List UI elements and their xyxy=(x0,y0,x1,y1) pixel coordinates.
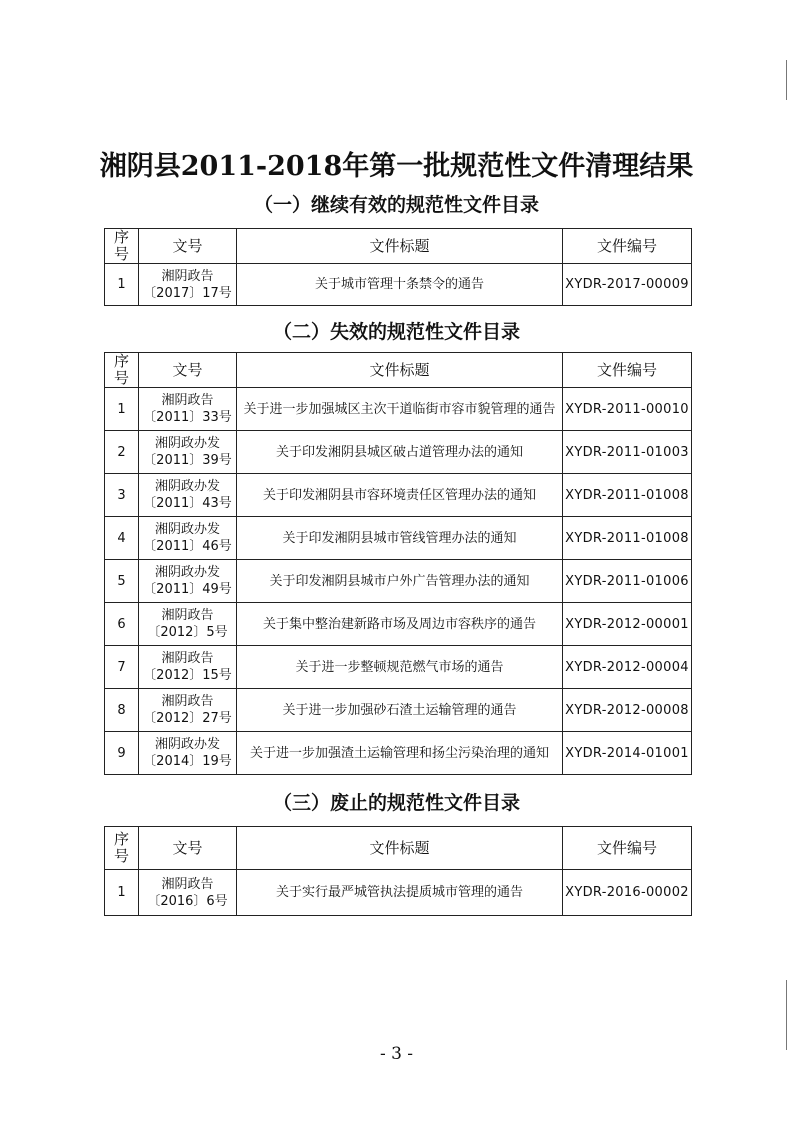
header-doc-code: 文件编号 xyxy=(563,353,692,388)
row-title: 关于印发湘阴县城区破占道管理办法的通知 xyxy=(237,431,563,474)
table-row xyxy=(105,264,692,306)
table-row xyxy=(105,870,692,916)
row-title: 关于印发湘阴县市容环境责任区管理办法的通知 xyxy=(237,474,563,517)
row-doc-no: 湘阴政告 〔2011〕33号 xyxy=(139,388,237,431)
scan-edge-mark xyxy=(786,980,787,1050)
row-doc-no: 湘阴政告 〔2017〕17号 xyxy=(139,264,237,306)
row-doc-no: 湘阴政办发 〔2011〕39号 xyxy=(139,431,237,474)
header-doc-title: 文件标题 xyxy=(237,353,563,388)
header-seq: 序号 xyxy=(105,353,139,388)
row-doc-no: 湘阴政办发 〔2011〕46号 xyxy=(139,517,237,560)
table-row xyxy=(105,560,692,603)
row-seq: 5 xyxy=(105,560,139,603)
row-seq: 3 xyxy=(105,474,139,517)
row-seq: 7 xyxy=(105,646,139,689)
row-code: XYDR-2011-01006 xyxy=(563,560,692,603)
row-doc-no: 湘阴政告 〔2012〕15号 xyxy=(139,646,237,689)
row-seq: 4 xyxy=(105,517,139,560)
expired-documents-table xyxy=(104,352,692,775)
header-doc-title: 文件标题 xyxy=(237,827,563,870)
row-code: XYDR-2016-00002 xyxy=(563,870,692,916)
section-heading-repealed: （三）废止的规范性文件目录 xyxy=(272,792,520,814)
row-code: XYDR-2011-01008 xyxy=(563,517,692,560)
table-row xyxy=(105,517,692,560)
row-doc-no: 湘阴政办发 〔2014〕19号 xyxy=(139,732,237,775)
row-doc-no: 湘阴政告 〔2012〕5号 xyxy=(139,603,237,646)
page-number: - 3 - xyxy=(379,1044,414,1064)
table-row xyxy=(105,388,692,431)
row-title: 关于印发湘阴县城市管线管理办法的通知 xyxy=(237,517,563,560)
table-row xyxy=(105,603,692,646)
row-code: XYDR-2017-00009 xyxy=(563,264,692,306)
row-code: XYDR-2011-01008 xyxy=(563,474,692,517)
row-seq: 8 xyxy=(105,689,139,732)
header-doc-no: 文号 xyxy=(139,353,237,388)
header-doc-code: 文件编号 xyxy=(563,229,692,264)
table-header-row xyxy=(105,827,692,870)
row-code: XYDR-2014-01001 xyxy=(563,732,692,775)
table-header-row xyxy=(105,229,692,264)
table-header-row xyxy=(105,353,692,388)
row-seq: 9 xyxy=(105,732,139,775)
row-title: 关于城市管理十条禁令的通告 xyxy=(237,264,563,306)
row-code: XYDR-2012-00008 xyxy=(563,689,692,732)
row-title: 关于实行最严城管执法提质城市管理的通告 xyxy=(237,870,563,916)
row-seq: 1 xyxy=(105,870,139,916)
row-doc-no: 湘阴政告 〔2016〕6号 xyxy=(139,870,237,916)
table-row xyxy=(105,646,692,689)
row-code: XYDR-2011-00010 xyxy=(563,388,692,431)
repealed-documents-table xyxy=(104,826,692,916)
row-title: 关于进一步加强城区主次干道临街市容市貌管理的通告 xyxy=(237,388,563,431)
section-heading-valid: （一）继续有效的规范性文件目录 xyxy=(253,194,539,216)
row-seq: 2 xyxy=(105,431,139,474)
header-doc-no: 文号 xyxy=(139,229,237,264)
row-title: 关于印发湘阴县城市户外广告管理办法的通知 xyxy=(237,560,563,603)
row-doc-no: 湘阴政办发 〔2011〕49号 xyxy=(139,560,237,603)
header-doc-title: 文件标题 xyxy=(237,229,563,264)
valid-documents-table xyxy=(104,228,692,306)
row-code: XYDR-2012-00001 xyxy=(563,603,692,646)
table-row xyxy=(105,732,692,775)
row-title: 关于进一步整顿规范燃气市场的通告 xyxy=(237,646,563,689)
row-doc-no: 湘阴政办发 〔2011〕43号 xyxy=(139,474,237,517)
table-row xyxy=(105,431,692,474)
header-doc-no: 文号 xyxy=(139,827,237,870)
table-row xyxy=(105,474,692,517)
document-title: 湘阴县2011-2018年第一批规范性文件清理结果 xyxy=(99,151,694,182)
header-seq: 序号 xyxy=(105,229,139,264)
row-title: 关于进一步加强渣土运输管理和扬尘污染治理的通知 xyxy=(237,732,563,775)
row-seq: 6 xyxy=(105,603,139,646)
row-title: 关于集中整治建新路市场及周边市容秩序的通告 xyxy=(237,603,563,646)
row-title: 关于进一步加强砂石渣土运输管理的通告 xyxy=(237,689,563,732)
scan-edge-mark xyxy=(786,60,787,100)
header-seq: 序号 xyxy=(105,827,139,870)
header-doc-code: 文件编号 xyxy=(563,827,692,870)
table-row xyxy=(105,689,692,732)
row-doc-no: 湘阴政告 〔2012〕27号 xyxy=(139,689,237,732)
section-heading-expired: （二）失效的规范性文件目录 xyxy=(272,321,520,343)
row-seq: 1 xyxy=(105,388,139,431)
row-seq: 1 xyxy=(105,264,139,306)
row-code: XYDR-2011-01003 xyxy=(563,431,692,474)
row-code: XYDR-2012-00004 xyxy=(563,646,692,689)
